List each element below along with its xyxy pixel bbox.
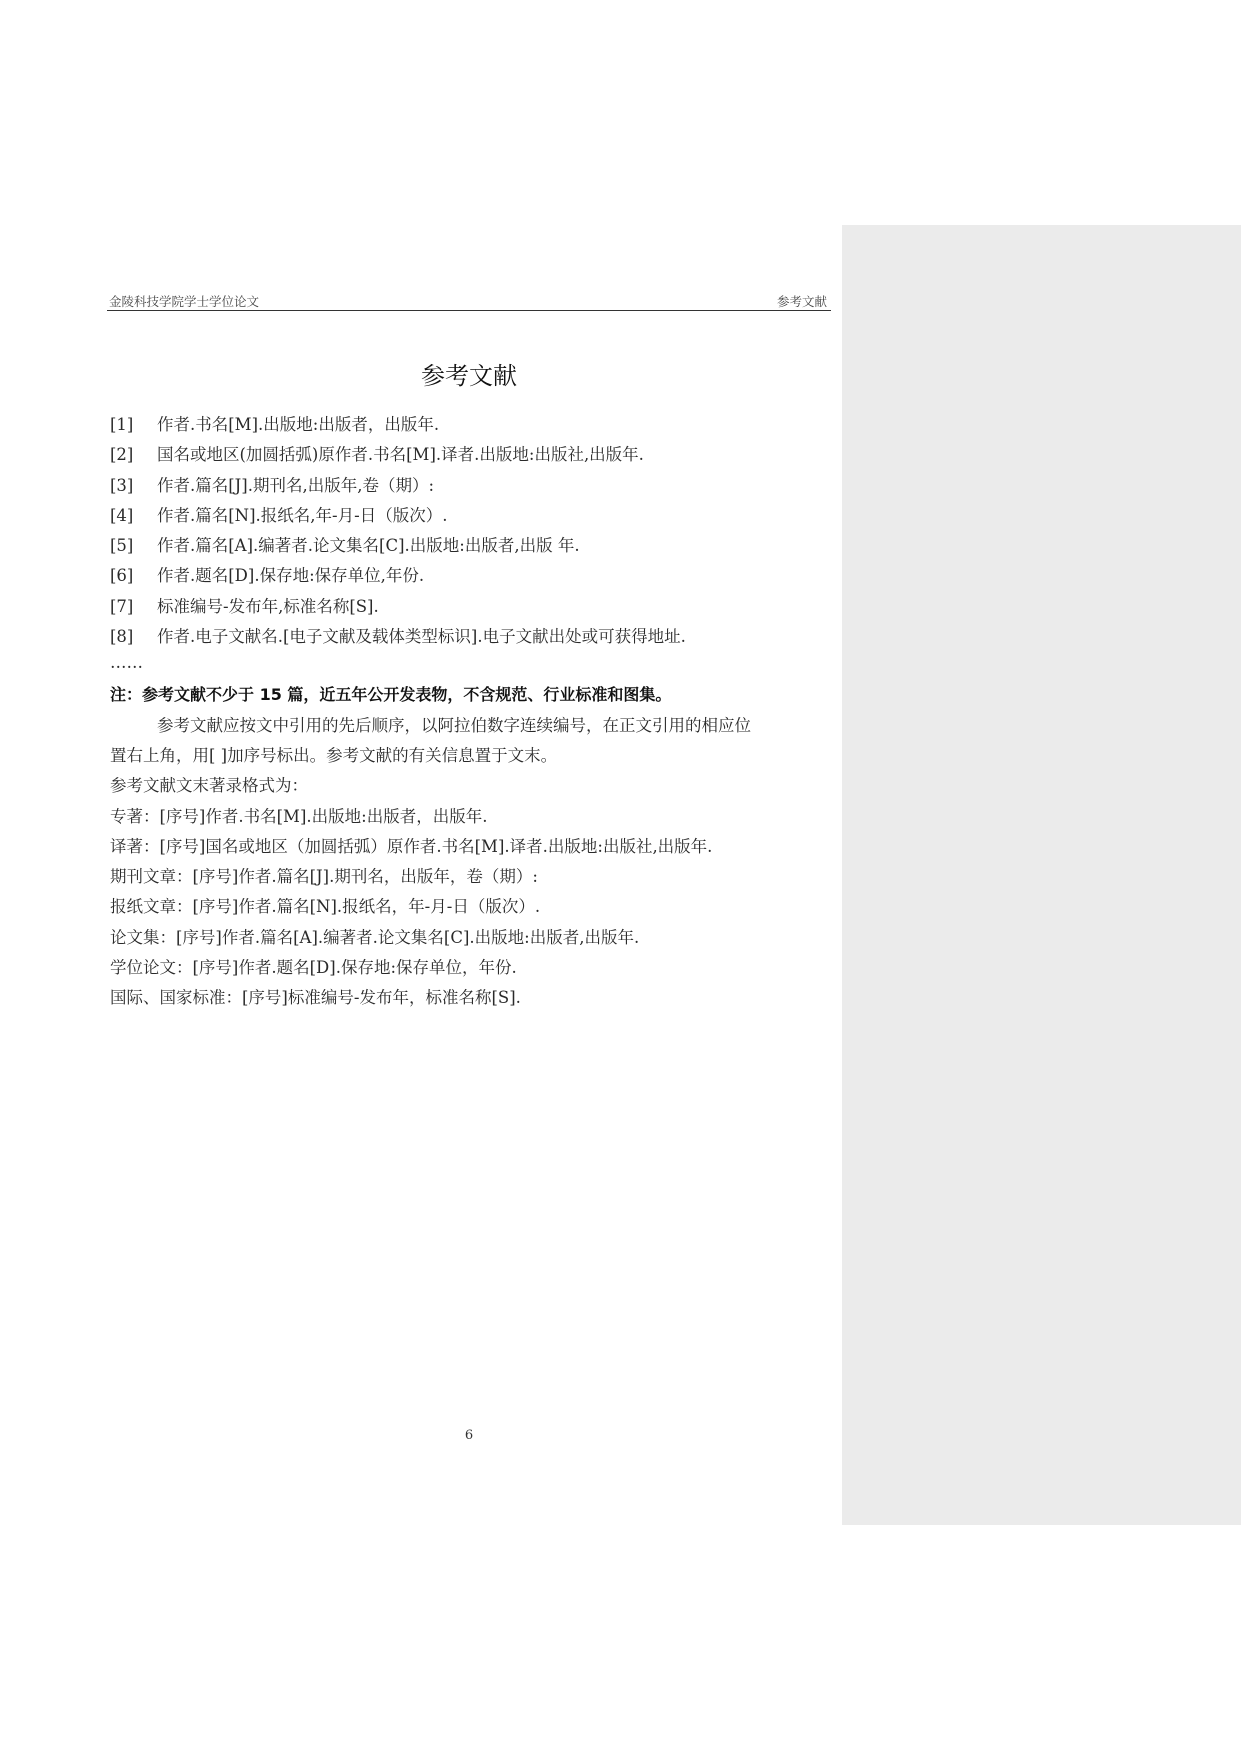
reference-text: 作者.篇名[J].期刊名,出版年,卷（期）:: [157, 475, 435, 495]
reference-item: [110, 561, 832, 591]
reference-number: [4]: [110, 505, 134, 525]
reference-number: [1]: [110, 415, 134, 434]
format-item: 期刊文章：[序号]作者.篇名[J].期刊名，出版年，卷（期）:: [110, 867, 538, 887]
page-header: [107, 290, 831, 311]
reference-text: 作者.书名[M].出版地:出版者，出版年.: [157, 415, 440, 434]
note-text: 注：参考文献不少于 15 篇，近五年公开发表物，不含规范、行业标准和图集。: [110, 685, 672, 705]
format-intro: 参考文献文末著录格式为：: [110, 776, 308, 796]
reference-number: [8]: [110, 627, 134, 647]
reference-number: [6]: [110, 566, 134, 586]
page-title: 参考文献: [421, 362, 517, 390]
format-item: 论文集：[序号]作者.篇名[A].编著者.论文集名[C].出版地:出版者,出版年.: [110, 927, 640, 947]
reference-number: [3]: [110, 475, 134, 495]
reference-item: [110, 440, 832, 470]
reference-number: [7]: [110, 596, 134, 616]
reference-item: [110, 410, 832, 440]
format-item: 译著：[序号]国名或地区（加圆括弧）原作者.书名[M].译者.出版地:出版社,出版年.: [110, 836, 713, 856]
header-section-title: 参考文献: [776, 294, 827, 309]
ellipsis: ……: [110, 653, 143, 673]
reference-text: 作者.篇名[N].报纸名,年-月-日（版次）.: [157, 505, 448, 525]
reference-item: [110, 592, 832, 622]
format-item: 报纸文章：[序号]作者.篇名[N].报纸名，年-月-日（版次）.: [110, 897, 541, 917]
format-item: 专著：[序号]作者.书名[M].出版地:出版者，出版年.: [110, 806, 488, 826]
format-item: 国际、国家标准：[序号]标准编号-发布年，标准名称[S].: [110, 988, 521, 1008]
comment-pane: [842, 225, 1241, 1525]
reference-item: [110, 501, 832, 531]
reference-text: 国名或地区(加圆括弧)原作者.书名[M].译者.出版地:出版社,出版年.: [157, 445, 644, 465]
reference-item: [110, 622, 832, 652]
paragraph-line: 置右上角，用[ ]加序号标出。参考文献的有关信息置于文末。: [110, 745, 558, 765]
reference-number: [2]: [110, 445, 134, 465]
reference-text: 作者.篇名[A].编著者.论文集名[C].出版地:出版者,出版 年.: [157, 536, 580, 556]
reference-text: 标准编号-发布年,标准名称[S].: [157, 596, 379, 616]
reference-text: 作者.电子文献名.[电子文献及载体类型标识].电子文献出处或可获得地址.: [157, 627, 686, 647]
reference-item: [110, 531, 832, 561]
page-body: [110, 410, 832, 1014]
reference-item: [110, 471, 832, 501]
header-thesis-title: 金陵科技学院学士学位论文: [109, 294, 260, 309]
page-number: 6: [464, 1428, 474, 1443]
format-item: 学位论文：[序号]作者.题名[D].保存地:保存单位，年份.: [110, 958, 517, 978]
paragraph-line: 参考文献应按文中引用的先后顺序，以阿拉伯数字连续编号，在正文引用的相应位: [157, 715, 751, 735]
reference-text: 作者.题名[D].保存地:保存单位,年份.: [157, 566, 425, 586]
reference-number: [5]: [110, 536, 134, 556]
